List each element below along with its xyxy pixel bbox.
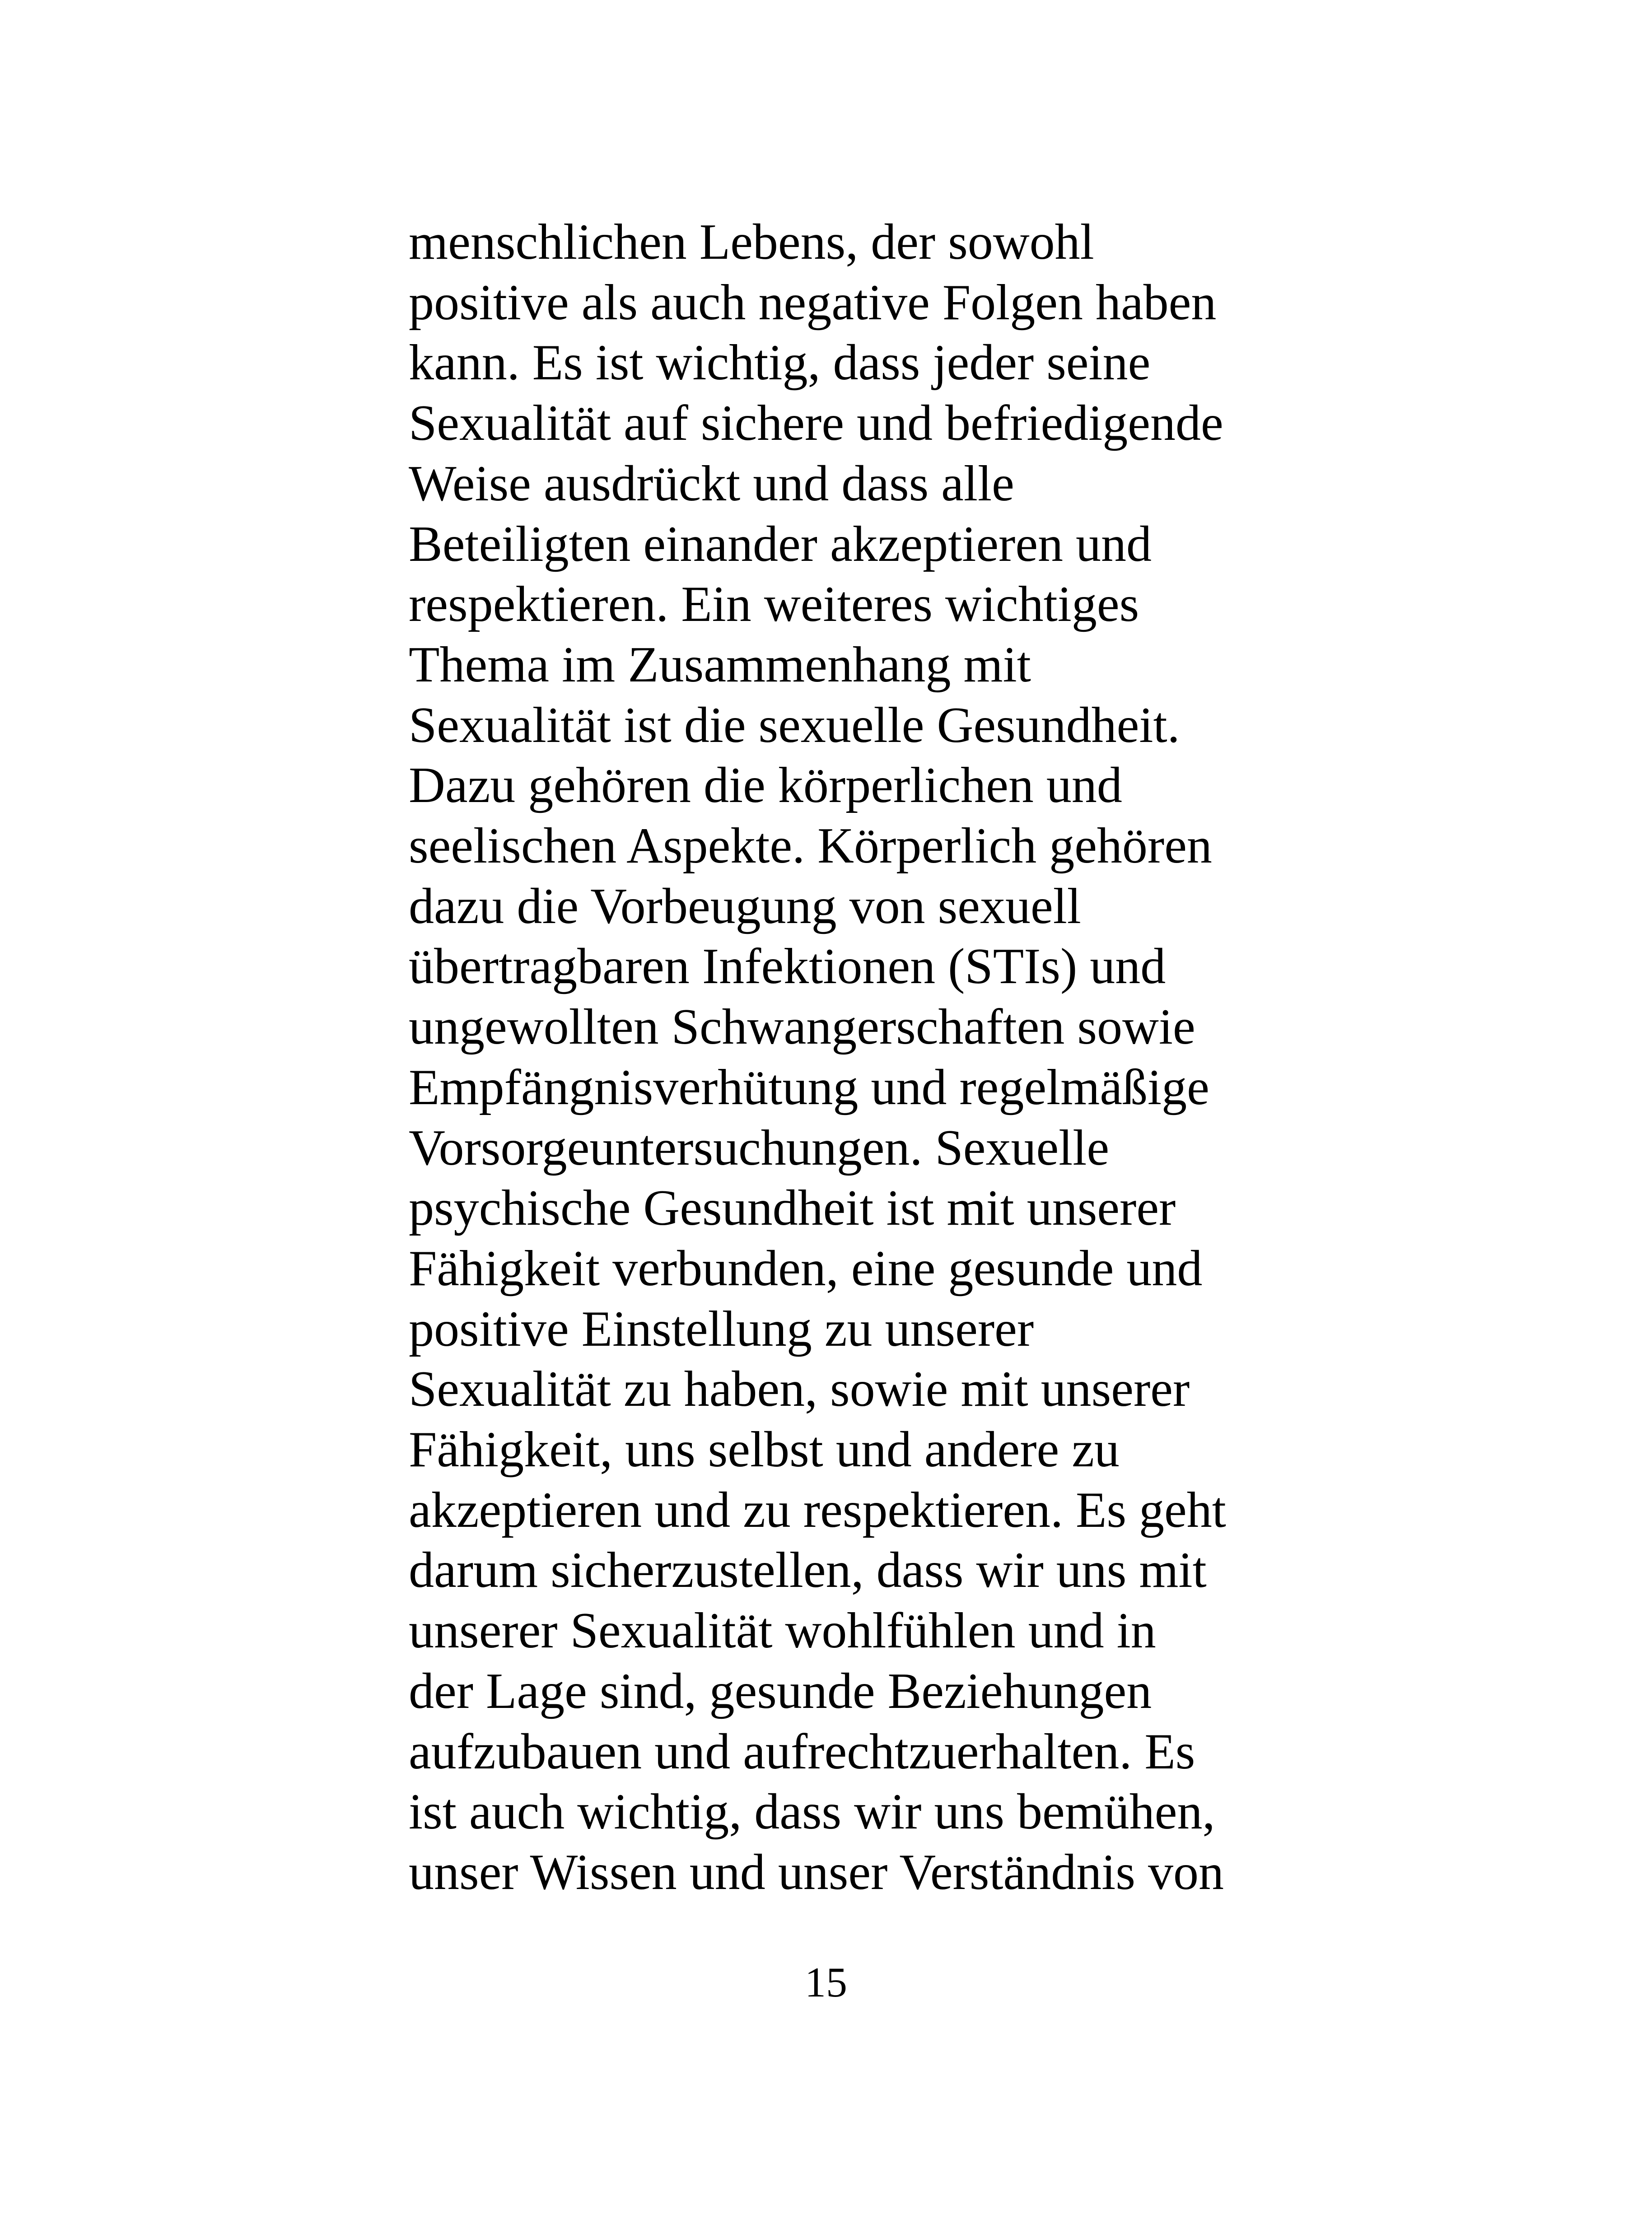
text-line: ist auch wichtig, dass wir uns bemühen, [409, 1784, 1215, 1840]
text-line: Beteiligten einander akzeptieren und [409, 516, 1152, 572]
text-line: der Lage sind, gesunde Beziehungen [409, 1663, 1152, 1719]
text-line: aufzubauen und aufrechtzuerhalten. Es [409, 1723, 1195, 1780]
body-paragraph [409, 212, 1335, 1903]
text-line: akzeptieren und zu respektieren. Es geht [409, 1482, 1226, 1538]
text-line: positive als auch negative Folgen haben [409, 274, 1217, 331]
text-line: ungewollten Schwangerschaften sowie [409, 999, 1195, 1055]
text-line: psychische Gesundheit ist mit unserer [409, 1180, 1176, 1236]
text-line: Sexualität zu haben, sowie mit unserer [409, 1361, 1190, 1418]
text-line: dazu die Vorbeugung von sexuell [409, 878, 1081, 934]
text-line: Fähigkeit verbunden, eine gesunde und [409, 1240, 1203, 1297]
text-line: unser Wissen und unser Verständnis von [409, 1844, 1224, 1900]
text-line: übertragbaren Infektionen (STIs) und [409, 938, 1166, 995]
text-line: Empfängnisverhütung und regelmäßige [409, 1059, 1209, 1115]
text-line: unserer Sexualität wohlfühlen und in [409, 1603, 1156, 1659]
text-line: Vorsorgeuntersuchungen. Sexuelle [409, 1120, 1110, 1176]
text-line: darum sicherzustellen, dass wir uns mit [409, 1542, 1207, 1599]
text-line: menschlichen Lebens, der sowohl [409, 214, 1094, 270]
text-line: Weise ausdrückt und dass alle [409, 455, 1014, 512]
text-line: Dazu gehören die körperlichen und [409, 757, 1122, 814]
text-line: kann. Es ist wichtig, dass jeder seine [409, 335, 1151, 391]
page-number: 15 [805, 1959, 847, 2006]
text-line: respektieren. Ein weiteres wichtiges [409, 576, 1139, 633]
text-line: Thema im Zusammenhang mit [409, 636, 1031, 693]
text-line: Sexualität ist die sexuelle Gesundheit. [409, 697, 1180, 753]
text-line: positive Einstellung zu unserer [409, 1301, 1034, 1357]
text-line: Sexualität auf sichere und befriedigende [409, 395, 1223, 452]
text-line: Fähigkeit, uns selbst und andere zu [409, 1422, 1120, 1478]
text-line: seelischen Aspekte. Körperlich gehören [409, 818, 1212, 874]
